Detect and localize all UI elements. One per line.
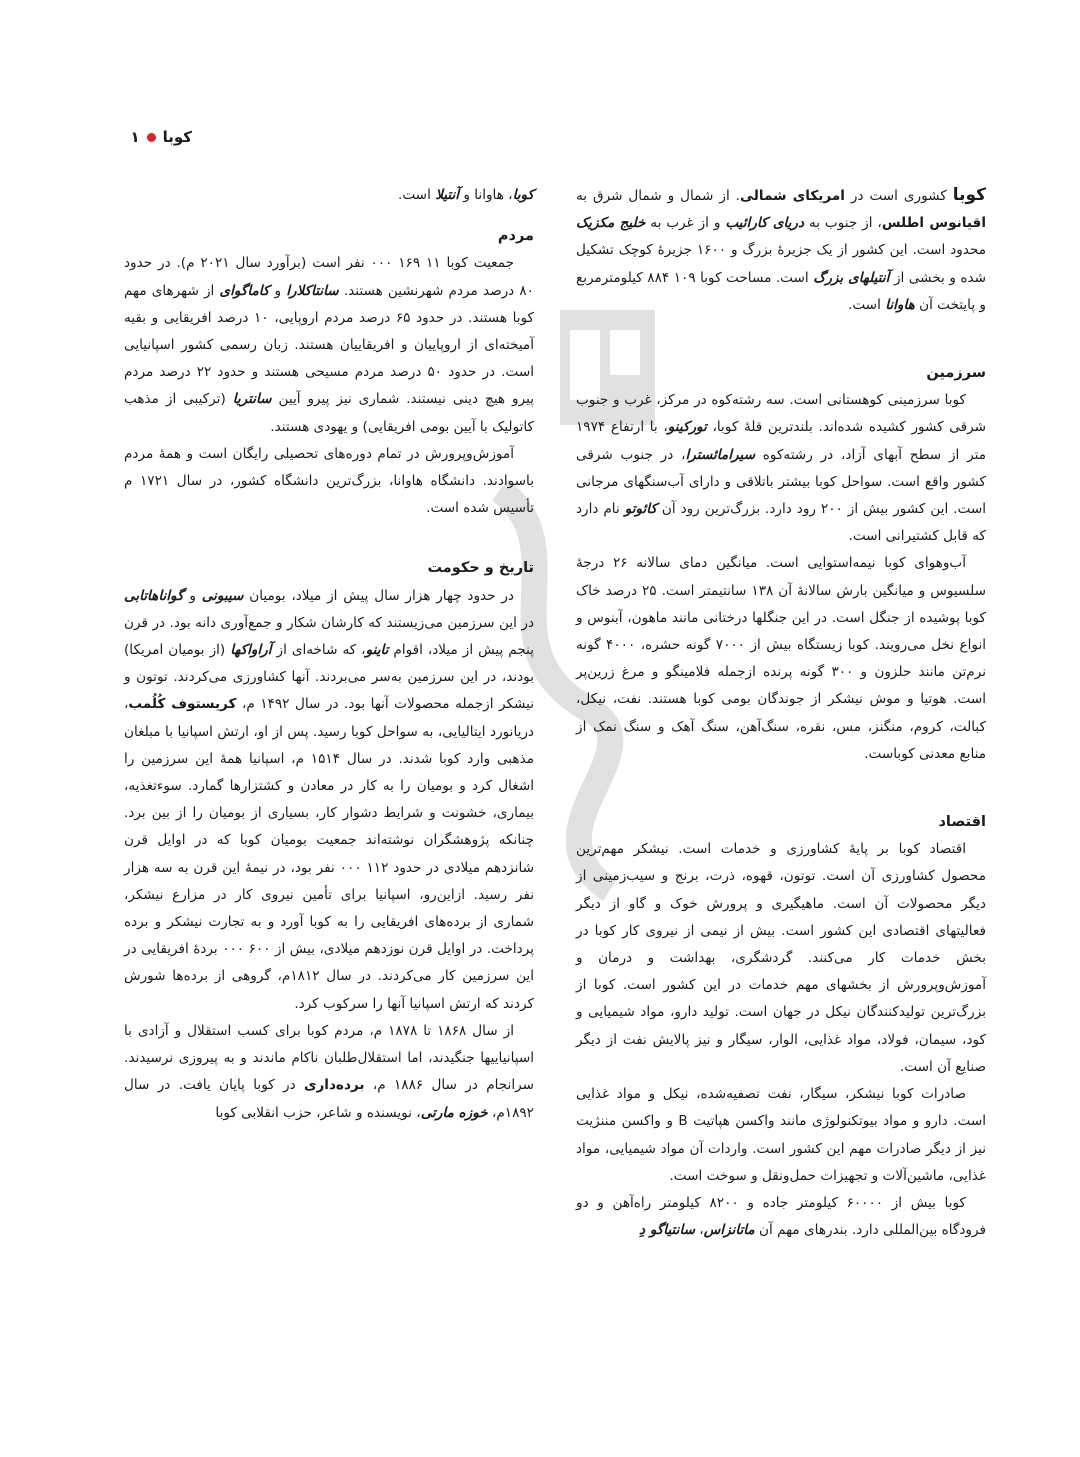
page-title: کوبا (162, 128, 192, 146)
lead-term: کوبا (952, 185, 987, 205)
economy-paragraph-2: صادرات کوبا نیشکر، سیگار، نفت تصفیه‌شده، نیکل و مواد غذایی است. دارو و مواد بیوتکنولوژی مانند واکسن هپاتیت B و واکسن مننژیت نیز از دیگر صادرات مهم این کشور است. واردات آن مواد شیمیایی، مواد غذایی، ماشین‌آلات و تجهیزات حمل‌ونقل و سوخت است. (576, 1086, 986, 1184)
people-paragraph-1: جمعیت کوبا ۱۱ ۱۶۹ ۰۰۰ نفر است (برآورد سال ۲۰۲۱ م). در حدود ۸۰ درصد مردم شهرنشین هستند. سانتاکلارا و کاماگوای از شهرهای مهم کوبا هستند. در حدود ۶۵ درصد مردم اروپایی، ۱۰ درصد افریقایی و بقیه آمیخته‌ای از اروپاییان و افریقاییان هستند. زبان رسمی کشور اسپانیایی است. در حدود ۵۰ درصد مردم مسیحی هستند و حدود ۲۲ درصد مردم پیرو هیچ دینی نیستند. شماری نیز پیرو آیین سانتریا (ترکیبی از مذهب کاتولیک با آیین بومی افریقایی) و یهودی هستند. (124, 255, 534, 435)
section-heading-people: مردم (497, 228, 534, 245)
page-number: ۱ (130, 128, 140, 146)
history-paragraph-2: از سال ۱۸۶۸ تا ۱۸۷۸ م، مردم کوبا برای کسب استقلال و آزادی با اسپانیاییها جنگیدند، اما استقلال‌طلبان ناکام ماندند و به پیروزی نرسیدند. سرانجام در سال ۱۸۸۶ م، برده‌داری در کوبا پایان یافت. در سال ۱۸۹۲م، خوزه مارتی، نویسنده و شاعر، حزب انقلابی کوبا (124, 1022, 534, 1121)
left-column (124, 182, 534, 1127)
economy-paragraph-1: اقتصاد کوبا بر پایهٔ کشاورزی و خدمات است. نیشکر مهم‌ترین محصول کشاورزی آن است. توتون، قهوه، ذرت، برنج و سیب‌زمینی از دیگر محصولات آن است. ماهیگیری و پرورش خوک و گاو از دیگر فعالیتهای اقتصادی این کشور است. بیش از نیمی از نیروی کار کوبا در بخش خدمات کار می‌کنند. گردشگری، بهداشت و درمان و آموزش‌وپرورش از بخشهای مهم خدمات در این کشور است. کوبا از بزرگ‌ترین تولیدکنندگان نیکل در جهان است. تولید دارو، مواد شیمیایی و کود، سیمان، فولاد، مواد غذایی، الوار، سیگار و نیز پالایش نفت از دیگر صنایع آن است. (576, 841, 986, 1075)
land-paragraph-1: کوبا سرزمینی کوهستانی است. سه رشته‌کوه در مرکز، غرب و جنوب شرقی کشور کشیده شده‌اند. بلندترین قلهٔ کوبا، تورکینو، با ارتفاع ۱۹۷۴ متر از سطح آبهای آزاد، در رشته‌کوه سیرامائسترا، در جنوب شرقی کشور واقع است. سواحل کوبا بیشتر باتلاقی و دارای آب‌سنگهای مرجانی است. این کشور بیش از ۲۰۰ رود دارد. بزرگ‌ترین رود آن کائوتو نام دارد که قابل کشتیرانی است. (576, 392, 987, 545)
page-header (122, 122, 192, 152)
right-column (576, 182, 986, 1244)
intro-paragraph: کوبا کشوری است در امریکای شمالی. از شمال و شمال شرق به اقیانوس اطلس، از جنوب به دریای کارائیب و از غرب به خلیج مکزیک محدود است. این کشور از یک جزیرهٔ بزرگ و ۱۶۰۰ جزیرهٔ کوچک تشکیل شده و بخشی از آنتیلهای بزرگ است. مساحت کوبا ۱۰۹ ۸۸۴ کیلومترمربع و پایتخت آن هاوانا است. (576, 185, 987, 313)
red-dot-icon (147, 133, 156, 142)
continuation-line: کوبا، هاوانا و آنتیلا است. (398, 187, 534, 203)
section-heading-history: تاریخ و حکومت (427, 560, 534, 577)
history-paragraph-1: در حدود چهار هزار سال پیش از میلاد، بومیان سیبونی و گواناهاتابی در این سرزمین می‌زیستند که کارشان شکار و جمع‌آوری دانه بود. در قرن پنجم پیش از میلاد، اقوام تاینو، که شاخه‌ای از آراواکها (از بومیان امریکا) بودند، در این سرزمین به‌سر می‌بردند. آنها کشاورزی می‌کردند. توتون و نیشکر ازجمله محصولات آنها بود. در سال ۱۴۹۲ م، کریستوف کُلُمب، دریانورد ایتالیایی، به سواحل کوبا رسید. پس از او، ارتش اسپانیا با مبلغان مذهبی وارد کوبا شدند. در سال ۱۵۱۴ م، اسپانیا همهٔ این سرزمین را اشغال کرد و بومیان را به کار در معادن و کشتزارها گمارد. سوءتغذیه، بیماری، خشونت و شرایط دشوار کار، بسیاری از بومیان را از بین برد. چنانکه پژوهشگران نوشته‌اند جمعیت بومیان کوبا که در اوایل قرن شانزدهم میلادی در حدود ۱۱۲ ۰۰۰ نفر بود، در نیمهٔ این قرن به سه هزار نفر رسید. ازاین‌رو، اسپانیا برای تأمین نیروی کار در مزارع نیشکر، شماری از برده‌های افریقایی را به کوبا آورد و به تجارت نیشکر و برده پرداخت. در اوایل قرن نوزدهم میلادی، بیش از ۶۰۰ ۰۰۰ بردهٔ افریقایی در این سرزمین کار می‌کردند. در سال ۱۸۱۲م، گروهی از برده‌ها شورش کردند که ارتش اسپانیا آنها را سرکوب کرد. (124, 587, 535, 1012)
land-paragraph-2: آب‌وهوای کوبا نیمه‌استوایی است. میانگین دمای سالانه ۲۶ درجهٔ سلسیوس و میانگین بارش سالانهٔ آن ۱۳۸ سانتیمتر است. ۲۵ درصد خاک کوبا پوشیده از جنگل است. در این جنگلها درختانی مانند ماهون، آبنوس و انواع نخل می‌رویند. کوبا زیستگاه بیش از ۷۰۰۰ گونه حشره، ۴۰۰۰ گونه نرم‌تن مانند حلزون و ۳۰۰ گونه پرنده ازجمله فلامینگو و مرغ زرین‌پر است. هوتیا و موش نیشکر از جوندگان بومی کوبا هستند. نفت، نیکل، کبالت، کروم، منگنز، مس، نقره، سنگ‌آهن، سنگ آهک و سنگ نمک از منابع معدنی کوباست. (576, 555, 987, 762)
people-paragraph-2: آموزش‌وپرورش در تمام دوره‌های تحصیلی رایگان است و همهٔ مردم باسوادند. دانشگاه هاوانا، بزرگ‌ترین دانشگاه کشور، در سال ۱۷۲۱ م تأسیس شده است. (124, 445, 534, 517)
section-heading-land: سرزمین (926, 365, 986, 382)
economy-paragraph-3: کوبا بیش از ۶۰۰۰۰ کیلومتر جاده و ۸۲۰۰ کیلومتر راه‌آهن و دو فرودگاه بین‌المللی دارد. بندرهای مهم آن ماتانزاس، سانتیاگو دِ (576, 1194, 986, 1239)
section-heading-economy: اقتصاد (938, 814, 986, 831)
